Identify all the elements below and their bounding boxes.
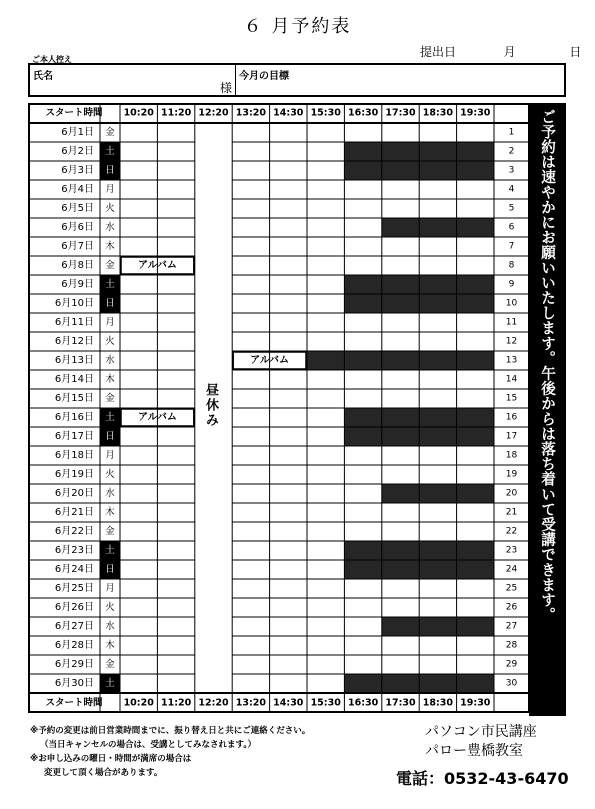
header-row-bottom-time-6: 16:30 [347, 697, 379, 709]
header-row-top-time-4: 14:30 [273, 107, 304, 119]
row-number: 16 [505, 412, 518, 423]
header-row-bottom-time-9: 19:30 [460, 697, 491, 709]
date-cell: 6月16日 [54, 412, 94, 423]
booked-slot [382, 161, 419, 180]
row-number: 6 [508, 222, 515, 233]
row-number: 18 [505, 450, 518, 461]
booked-slot [382, 674, 419, 693]
row-number: 21 [505, 507, 518, 518]
header-row-top-time-2: 12:20 [198, 107, 229, 119]
booked-slot [382, 427, 419, 446]
submission-date-label: 提出日 [420, 45, 457, 59]
row-number: 13 [505, 355, 518, 366]
row-number: 26 [505, 602, 518, 613]
booked-slot [382, 218, 419, 237]
weekday-cell: 月 [105, 583, 115, 594]
weekday-cell: 火 [105, 336, 115, 347]
weekday-cell: 火 [105, 469, 115, 480]
booked-slot [344, 674, 381, 693]
booked-slot [419, 142, 456, 161]
booked-slot [344, 161, 381, 180]
weekday-cell: 金 [105, 526, 115, 537]
weekday-cell: 日 [105, 298, 115, 309]
weekday-cell: 土 [105, 279, 115, 290]
booked-slot [344, 560, 381, 579]
date-cell: 6月2日 [61, 146, 94, 157]
header-row-top-time-1: 11:20 [160, 107, 192, 119]
header-row-bottom-start-label: スタート時間 [45, 697, 103, 709]
page-title: ６ 月予約表 [243, 16, 352, 37]
date-cell: 6月14日 [54, 374, 94, 385]
row-number: 24 [505, 564, 518, 575]
weekday-cell: 木 [105, 640, 115, 651]
row-number: 28 [505, 640, 518, 651]
weekday-cell: 月 [105, 450, 115, 461]
submission-date [420, 43, 581, 60]
booked-slot [382, 275, 419, 294]
row-number: 25 [505, 583, 518, 594]
date-cell: 6月11日 [54, 317, 94, 328]
booked-slot [382, 408, 419, 427]
row-number: 12 [505, 336, 518, 347]
honorific-label: 様 [220, 81, 233, 95]
booked-slot [307, 351, 344, 370]
date-cell: 6月15日 [54, 393, 94, 404]
date-cell: 6月10日 [54, 298, 94, 309]
school-name: パソコン市民講座 [425, 724, 537, 740]
booked-slot [419, 484, 456, 503]
booked-slot [344, 427, 381, 446]
footer-note-1: ※予約の変更は前日営業時間までに、振り替え日と共にご連絡ください。 [30, 726, 311, 736]
weekday-cell: 日 [105, 431, 115, 442]
row-number: 10 [505, 298, 518, 309]
booked-slot [344, 275, 381, 294]
booked-slot [457, 541, 494, 560]
album-label: アルバム [137, 260, 177, 271]
side-message-panel [529, 103, 566, 716]
row-number: 20 [505, 488, 518, 499]
weekday-cell: 土 [105, 146, 115, 157]
name-label: 氏名 [33, 71, 53, 82]
row-number: 2 [508, 146, 515, 157]
row-number: 23 [505, 545, 518, 556]
row-number: 30 [505, 678, 518, 689]
month-label: 月 [503, 45, 516, 59]
booked-slot [382, 617, 419, 636]
date-cell: 6月3日 [61, 165, 94, 176]
date-cell: 6月12日 [54, 336, 94, 347]
header-row-bottom-time-5: 15:30 [310, 697, 341, 709]
row-number: 3 [508, 165, 515, 176]
date-cell: 6月30日 [54, 678, 94, 689]
weekday-cell: 金 [105, 127, 115, 138]
booked-slot [457, 427, 494, 446]
row-number: 7 [508, 241, 515, 252]
booked-slot [457, 408, 494, 427]
weekday-cell: 木 [105, 507, 115, 518]
weekday-cell: 土 [105, 678, 115, 689]
booked-slot [457, 617, 494, 636]
weekday-cell: 金 [105, 659, 115, 670]
weekday-cell: 木 [105, 241, 115, 252]
booked-slot [382, 560, 419, 579]
day-label: 日 [569, 45, 582, 59]
date-cell: 6月24日 [54, 564, 94, 575]
booked-slot [419, 218, 456, 237]
date-cell: 6月1日 [61, 127, 94, 138]
booked-slot [382, 294, 419, 313]
side-message: ご予約は速やかにお願いいたします。午後からは落ち着いて受講できます。 [539, 109, 556, 623]
weekday-cell: 水 [105, 488, 115, 499]
row-number: 11 [505, 317, 518, 328]
row-number: 27 [505, 621, 518, 632]
row-number: 29 [505, 659, 518, 670]
row-number: 22 [505, 526, 518, 537]
date-cell: 6月18日 [54, 450, 94, 461]
school-branch: パロー豊橋教室 [425, 743, 523, 759]
header-row-bottom-time-7: 17:30 [385, 697, 416, 709]
weekday-cell: 木 [105, 374, 115, 385]
weekday-cell: 日 [105, 165, 115, 176]
weekday-cell: 月 [105, 184, 115, 195]
header-row-bottom-time-3: 13:20 [235, 697, 267, 709]
booked-slot [419, 275, 456, 294]
booked-slot [344, 142, 381, 161]
footer-note-3: ※お申し込みの曜日・時間が満席の場合は [30, 754, 192, 764]
booked-slot [457, 161, 494, 180]
weekday-cell: 火 [105, 602, 115, 613]
row-number: 15 [505, 393, 518, 404]
date-cell: 6月20日 [54, 488, 94, 499]
header-row-bottom-time-8: 18:30 [422, 697, 454, 709]
row-number: 14 [505, 374, 518, 385]
monthly-goal-label: 今月の目標 [239, 71, 289, 82]
header-row-top-time-6: 16:30 [347, 107, 379, 119]
date-cell: 6月21日 [54, 507, 94, 518]
weekday-cell: 土 [105, 412, 115, 423]
lunch-break-label: 昼休み [203, 383, 218, 428]
header-row-top-time-7: 17:30 [385, 107, 416, 119]
date-cell: 6月6日 [61, 222, 94, 233]
weekday-cell: 月 [105, 317, 115, 328]
date-cell: 6月19日 [54, 469, 94, 480]
booked-slot [419, 560, 456, 579]
header-row-bottom-time-2: 12:20 [198, 697, 229, 709]
weekday-cell: 金 [105, 260, 115, 271]
booked-slot [419, 617, 456, 636]
row-number: 9 [508, 279, 515, 290]
booked-slot [457, 142, 494, 161]
booked-slot [457, 294, 494, 313]
weekday-cell: 火 [105, 203, 115, 214]
date-cell: 6月25日 [54, 583, 94, 594]
album-label: アルバム [250, 355, 290, 366]
name-goal-box [28, 63, 566, 97]
date-cell: 6月26日 [54, 602, 94, 613]
date-cell: 6月13日 [54, 355, 94, 366]
booked-slot [419, 351, 456, 370]
date-cell: 6月29日 [54, 659, 94, 670]
weekday-cell: 水 [105, 222, 115, 233]
row-number: 5 [508, 203, 515, 214]
header-row-top-start-label: スタート時間 [45, 107, 103, 119]
header-row-top-time-8: 18:30 [422, 107, 454, 119]
header-row-bottom-time-0: 10:20 [123, 697, 154, 709]
footer-note-4: 変更して頂く場合があります。 [44, 768, 163, 778]
row-number: 1 [508, 127, 515, 138]
weekday-cell: 水 [105, 621, 115, 632]
row-number: 4 [508, 184, 515, 195]
date-cell: 6月5日 [61, 203, 94, 214]
date-cell: 6月28日 [54, 640, 94, 651]
reservation-table [28, 103, 566, 716]
booked-slot [382, 142, 419, 161]
weekday-cell: 水 [105, 355, 115, 366]
booked-slot [457, 351, 494, 370]
booked-slot [457, 560, 494, 579]
booked-slot [344, 541, 381, 560]
row-number: 17 [505, 431, 518, 442]
booked-slot [419, 541, 456, 560]
booked-slot [457, 674, 494, 693]
booked-slot [457, 484, 494, 503]
booked-slot [382, 351, 419, 370]
header-row-bottom-time-1: 11:20 [160, 697, 192, 709]
booked-slot [344, 408, 381, 427]
header-row-top-time-3: 13:20 [235, 107, 267, 119]
booked-slot [344, 351, 381, 370]
booked-slot [419, 427, 456, 446]
booked-slot [382, 484, 419, 503]
booked-slot [419, 674, 456, 693]
album-label: アルバム [137, 412, 177, 423]
row-number: 8 [508, 260, 515, 271]
date-cell: 6月8日 [61, 260, 94, 271]
row-number: 19 [505, 469, 518, 480]
date-cell: 6月7日 [61, 241, 94, 252]
date-cell: 6月17日 [54, 431, 94, 442]
booked-slot [419, 408, 456, 427]
date-cell: 6月9日 [61, 279, 94, 290]
date-cell: 6月4日 [61, 184, 94, 195]
footer-note-2: （当日キャンセルの場合は、受講としてみなされます。） [40, 740, 257, 750]
weekday-cell: 金 [105, 393, 115, 404]
date-cell: 6月23日 [54, 545, 94, 556]
date-cell: 6月27日 [54, 621, 94, 632]
header-row-bottom-time-4: 14:30 [273, 697, 304, 709]
footer-notes [30, 724, 310, 780]
booked-slot [382, 541, 419, 560]
weekday-cell: 土 [105, 545, 115, 556]
booked-slot [419, 294, 456, 313]
booked-slot [457, 218, 494, 237]
booked-slot [344, 294, 381, 313]
booked-slot [457, 275, 494, 294]
weekday-cell: 日 [105, 564, 115, 575]
booked-slot [419, 161, 456, 180]
header-row-top-time-5: 15:30 [310, 107, 341, 119]
phone-number: 電話：0532-43-6470 [396, 769, 569, 788]
personal-copy-note: ご本人控え [32, 55, 72, 64]
date-cell: 6月22日 [54, 526, 94, 537]
header-row-top-time-0: 10:20 [123, 107, 154, 119]
header-row-top-time-9: 19:30 [460, 107, 491, 119]
